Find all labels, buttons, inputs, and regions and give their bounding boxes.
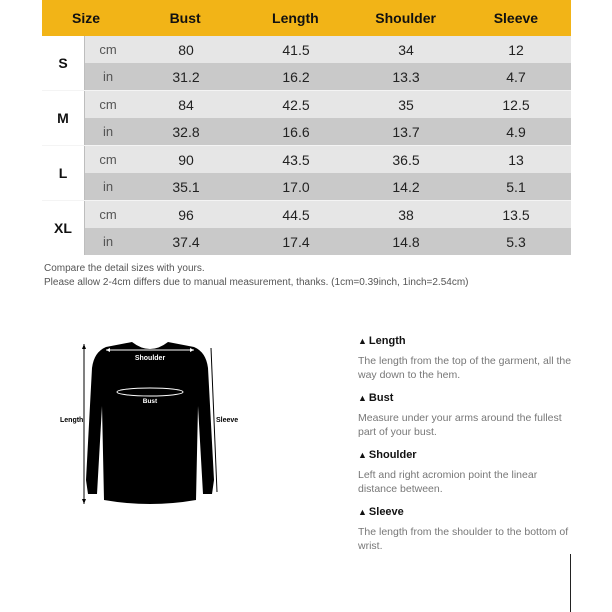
table-header <box>42 0 571 36</box>
bust-cell: 37.4 <box>172 233 200 250</box>
legend-title-text: Bust <box>368 392 394 404</box>
measurement-legend <box>358 334 573 562</box>
unit-cell: in <box>102 234 114 249</box>
sleeve-cell: 4.9 <box>506 123 526 140</box>
size-group-m <box>42 90 571 145</box>
header-size: Size <box>71 10 100 26</box>
shoulder-cell: 34 <box>398 41 414 58</box>
note-allowance: Please allow 2-4cm differs due to manual measurement, thanks. (1cm=0.39inch, 1inch=2.54cm) <box>44 277 469 288</box>
shoulder-cell: 13.3 <box>392 68 420 85</box>
bust-cell: 31.2 <box>172 68 200 85</box>
length-cell: 42.5 <box>282 96 310 113</box>
triangle-icon: ▲ <box>358 393 367 403</box>
legend-title-text: Length <box>368 335 406 347</box>
size-label: S <box>42 36 85 90</box>
bust-label: Bust <box>142 398 158 405</box>
table-row <box>85 201 571 228</box>
sleeve-cell: 12.5 <box>502 96 530 113</box>
size-label: L <box>42 146 85 200</box>
table-row <box>85 146 571 173</box>
length-cell: 16.2 <box>282 68 310 85</box>
shoulder-cell: 35 <box>398 96 414 113</box>
size-group-l <box>42 145 571 200</box>
legend-title-bust <box>358 391 573 405</box>
bust-cell: 84 <box>178 96 194 113</box>
unit-cell: in <box>102 179 114 194</box>
legend-text-length: The length from the top of the garment, all the way down to the hem. <box>358 355 572 381</box>
length-cell: 43.5 <box>282 151 310 168</box>
shoulder-cell: 36.5 <box>392 151 420 168</box>
length-cell: 41.5 <box>282 41 310 58</box>
sleeve-cell: 4.7 <box>506 68 526 85</box>
size-group-xl <box>42 200 571 255</box>
bust-cell: 35.1 <box>172 178 200 195</box>
length-cell: 44.5 <box>282 206 310 223</box>
table-row <box>85 118 571 145</box>
triangle-icon: ▲ <box>358 336 367 346</box>
unit-cell: in <box>102 69 114 84</box>
unit-cell: cm <box>99 207 117 222</box>
sleeve-cell: 5.3 <box>506 233 526 250</box>
length-cell: 17.4 <box>282 233 310 250</box>
bust-cell: 90 <box>178 151 194 168</box>
bust-cell: 80 <box>178 41 194 58</box>
legend-title-shoulder <box>358 448 573 462</box>
unit-cell: cm <box>99 42 117 57</box>
table-row <box>85 173 571 200</box>
shoulder-cell: 14.2 <box>392 178 420 195</box>
garment-measurement-diagram <box>48 328 253 528</box>
garment-silhouette <box>86 342 214 504</box>
legend-title-text: Shoulder <box>368 449 417 461</box>
legend-text-shoulder: Left and right acromion point the linear distance between. <box>358 469 538 495</box>
legend-text-sleeve: The length from the shoulder to the bottom of wrist. <box>358 526 569 552</box>
header-bust: Bust <box>169 10 201 26</box>
bust-cell: 96 <box>178 206 194 223</box>
sleeve-cell: 13 <box>508 151 524 168</box>
shoulder-cell: 38 <box>398 206 414 223</box>
length-cell: 16.6 <box>282 123 310 140</box>
size-label: XL <box>42 201 85 255</box>
unit-cell: cm <box>99 152 117 167</box>
divider-line <box>570 554 571 612</box>
header-sleeve: Sleeve <box>493 10 539 26</box>
table-row <box>85 228 571 255</box>
header-length: Length <box>272 10 319 26</box>
legend-title-length <box>358 334 573 348</box>
legend-title-text: Sleeve <box>368 506 404 518</box>
sleeve-label: Sleeve <box>216 417 239 424</box>
size-label: M <box>42 91 85 145</box>
note-compare: Compare the detail sizes with yours. <box>44 263 205 274</box>
table-row <box>85 91 571 118</box>
unit-cell: cm <box>99 97 117 112</box>
sleeve-cell: 5.1 <box>506 178 526 195</box>
legend-text-bust: Measure under your arms around the fullest part of your bust. <box>358 412 562 438</box>
table-row <box>85 36 571 63</box>
size-group-s <box>42 36 571 90</box>
shoulder-cell: 13.7 <box>392 123 420 140</box>
legend-title-sleeve <box>358 505 573 519</box>
length-cell: 17.0 <box>282 178 310 195</box>
length-label: Length <box>60 417 84 424</box>
shoulder-cell: 14.8 <box>392 233 420 250</box>
sleeve-cell: 12 <box>508 41 524 58</box>
bust-cell: 32.8 <box>172 123 200 140</box>
sleeve-cell: 13.5 <box>502 206 530 223</box>
header-shoulder: Shoulder <box>375 10 436 26</box>
unit-cell: in <box>102 124 114 139</box>
triangle-icon: ▲ <box>358 450 367 460</box>
triangle-icon: ▲ <box>358 507 367 517</box>
shoulder-label: Shoulder <box>134 355 166 362</box>
table-row <box>85 63 571 90</box>
size-chart-table <box>42 0 571 255</box>
